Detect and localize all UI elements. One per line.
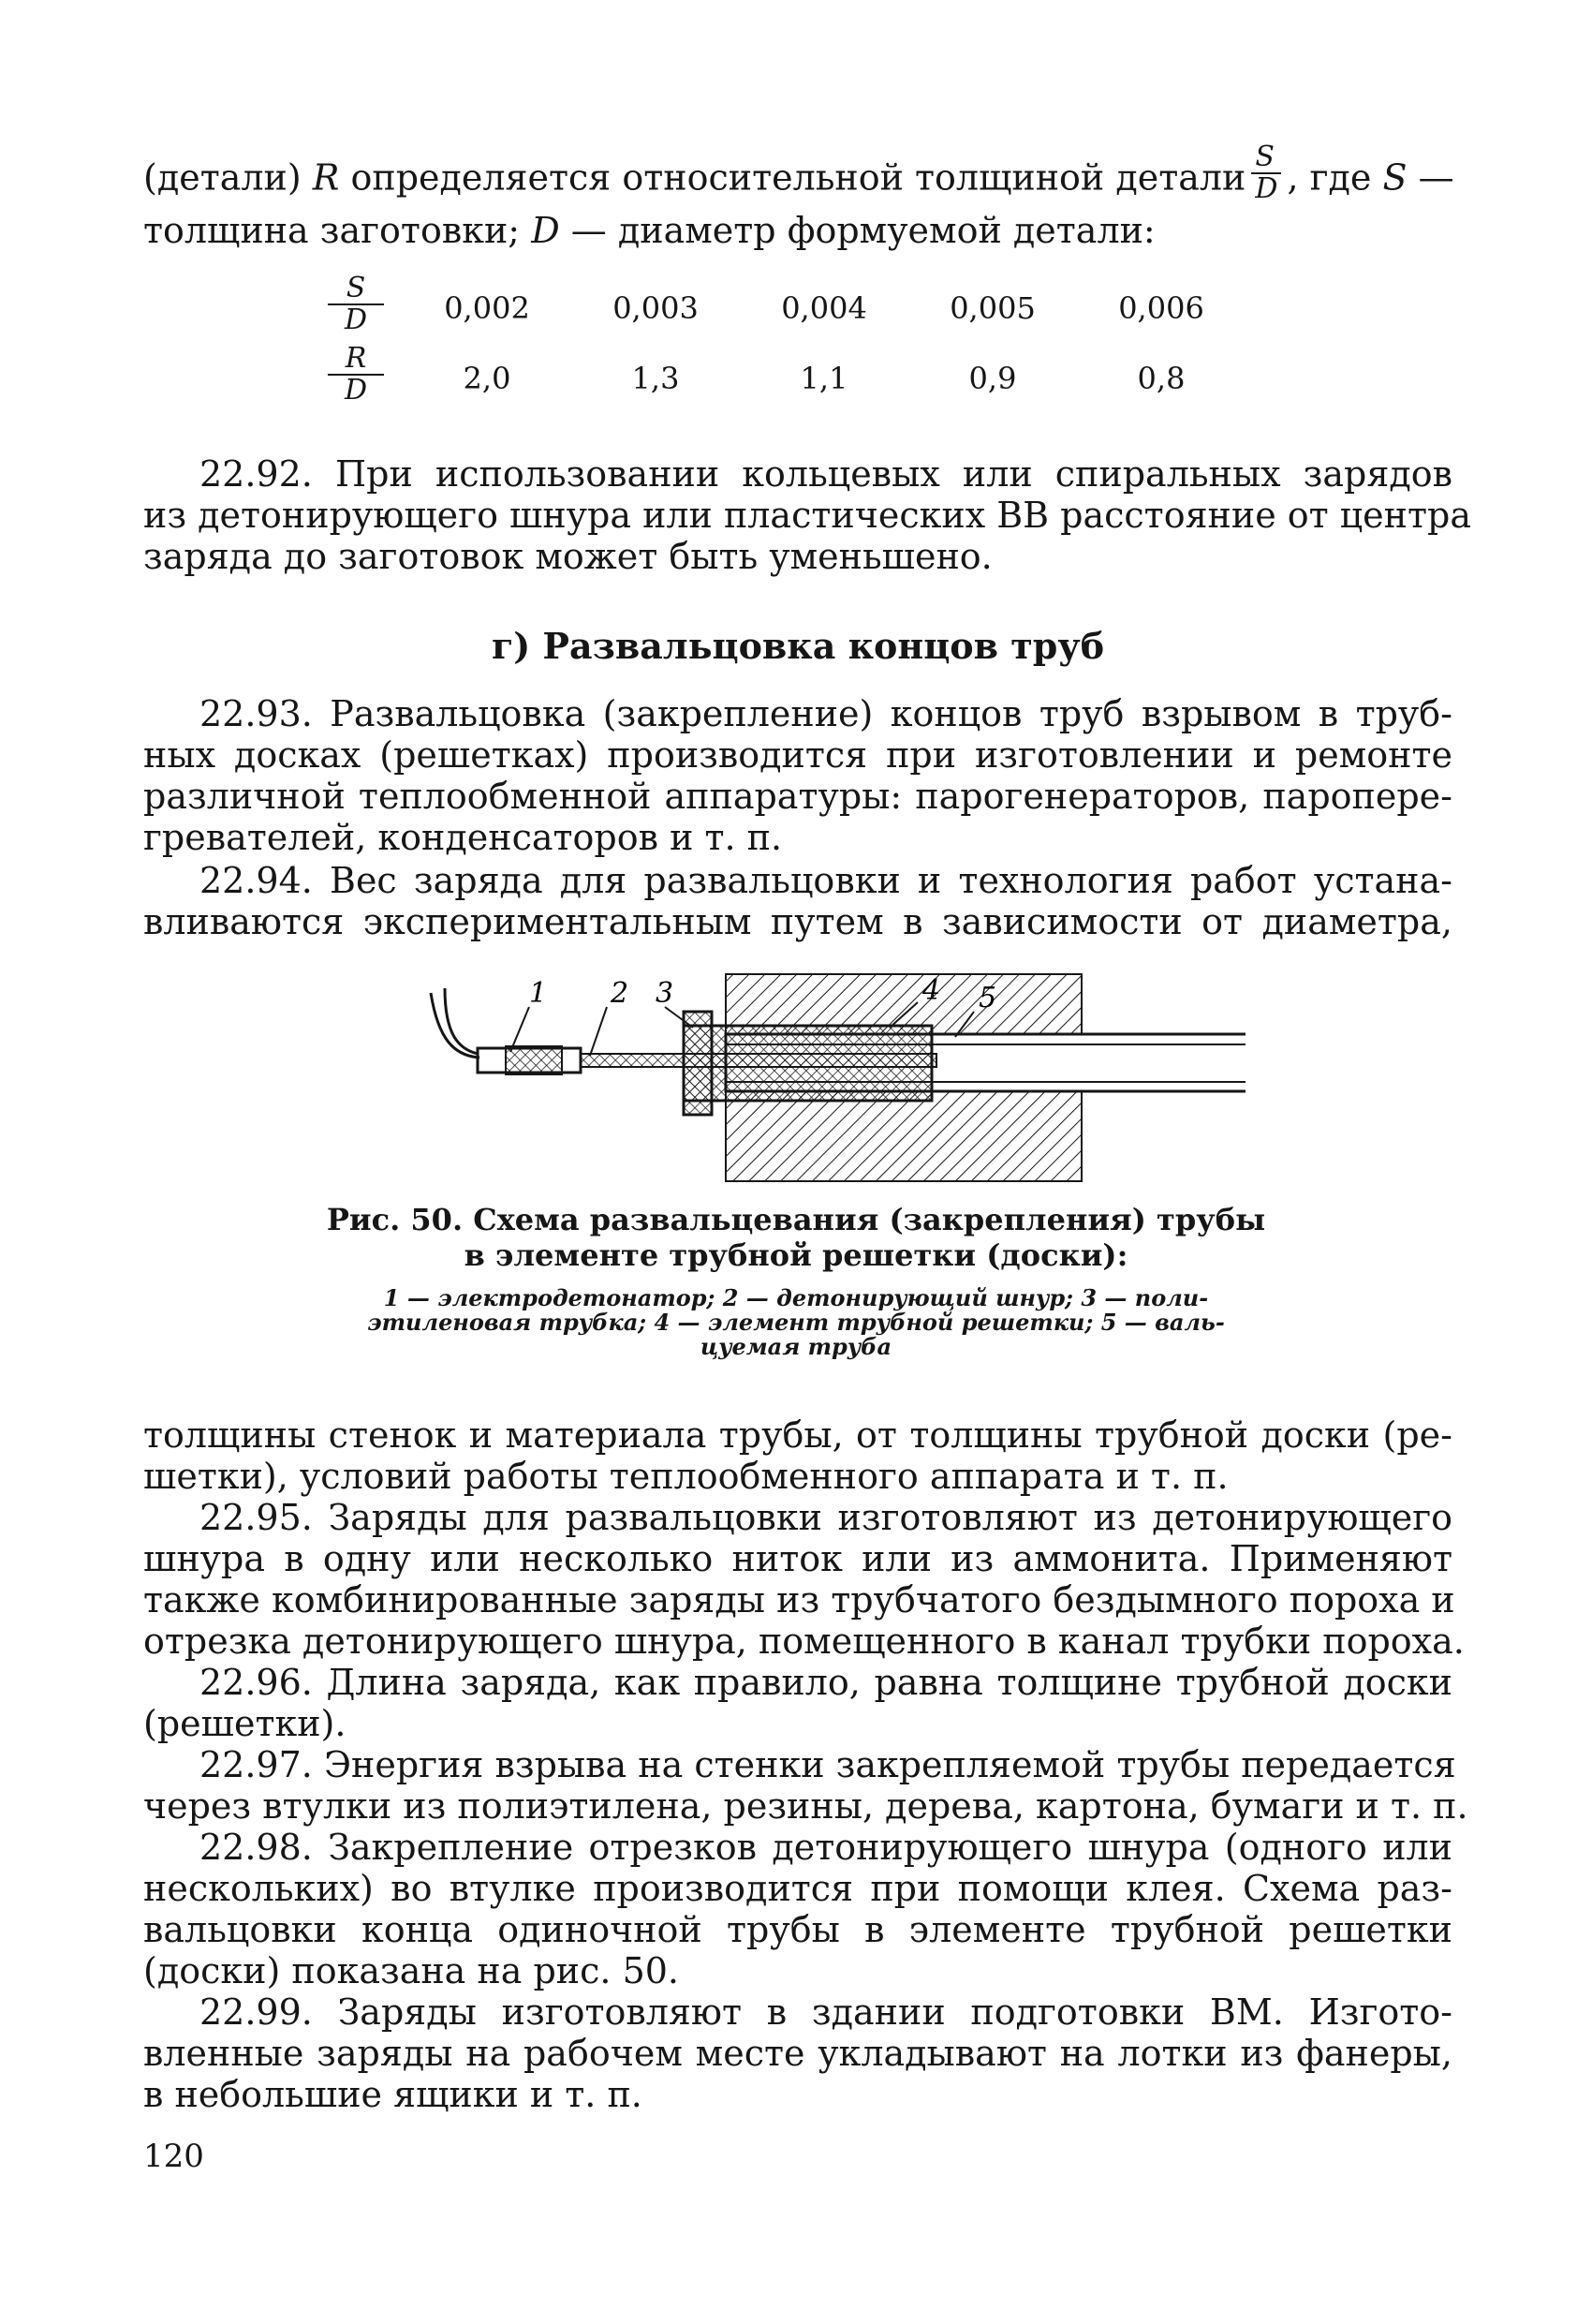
table-cell: 0,9 (968, 361, 1017, 396)
fraction-s-over-d: $\frac{S}{D}$ (1251, 142, 1281, 204)
row-label-s-over-d: S D (328, 274, 384, 335)
figure-caption: Рис. 50. Схема развальцевания (закрепления) трубы в элементе трубной решетки (доски): (326, 1202, 1266, 1273)
text-line: толщины стенок и материала трубы, от толщины трубной доски (ре- (143, 1414, 1452, 1456)
text-line: 22.92. При использовании кольцевых или спиральных зарядов (199, 453, 1452, 495)
table-cell: 2,0 (463, 361, 511, 396)
text-line: отрезка детонирующего шнура, помещенного в канал трубки пороха. (143, 1621, 1465, 1662)
table-row (328, 344, 1264, 409)
text-line: шнура в одну или несколько ниток или из аммонита. Применяют (143, 1538, 1452, 1579)
text-fragment: — (1418, 156, 1454, 199)
table-cell: 1,3 (631, 361, 680, 396)
figure-label-5: 5 (979, 982, 997, 1014)
variable-d: D (531, 210, 560, 251)
tube-expansion-diagram (356, 970, 1246, 1194)
table-cell: 0,006 (1118, 290, 1204, 326)
text-line: вальцовки конца одиночной трубы в элементе трубной решетки (143, 1909, 1452, 1950)
table-cell: 0,8 (1137, 361, 1186, 396)
table-cell: 0,005 (950, 290, 1036, 326)
table-row (328, 274, 1264, 339)
text-line: 22.97. Энергия взрыва на стенки закрепляемой трубы передается (199, 1744, 1456, 1785)
text-line: 22.94. Вес заряда для развальцовки и технология работ устана- (199, 860, 1452, 901)
text-line: нескольких) во втулке производится при помощи клея. Схема раз- (143, 1868, 1452, 1909)
text-line: гревателей, конденсаторов и т. п. (143, 817, 783, 858)
text-line: различной теплообменной аппаратуры: парогенераторов, паропере- (143, 776, 1452, 817)
figure-label-4: 4 (922, 974, 941, 1007)
table-cell: 0,003 (612, 290, 699, 326)
figure-label-1: 1 (529, 977, 548, 1010)
text-line: 22.99. Заряды изготовляют в здании подготовки ВМ. Изгото- (199, 1991, 1452, 2033)
text-fragment: толщина заготовки; (143, 210, 521, 251)
text-line: 22.98. Закрепление отрезков детонирующего шнура (одного или (199, 1827, 1452, 1868)
text-line: шетки), условий работы теплообменного аппарата и т. п. (143, 1456, 1229, 1497)
text-line: также комбинированные заряды из трубчатого бездымного пороха и (143, 1579, 1455, 1621)
table-cell: 0,004 (781, 290, 867, 326)
table-cell: 0,002 (444, 290, 530, 326)
text-line: ных досках (решетках) производится при изготовлении и ремонте (143, 734, 1452, 776)
electric-detonator (478, 1046, 581, 1074)
text-line: из детонирующего шнура или пластических ВВ расстояние от центра (143, 495, 1472, 536)
variable-s: S (1382, 156, 1408, 199)
text-fragment: — диаметр формуемой детали: (570, 210, 1156, 251)
text-line: вленные заряды на рабочем месте укладывают на лотки из фанеры, (143, 2033, 1452, 2074)
row-label-r-over-d: R D (328, 344, 384, 406)
text-line: (решетки). (143, 1703, 346, 1744)
text-line: в небольшие ящики и т. п. (143, 2074, 642, 2115)
text-fragment: определяется относительной толщиной детали (350, 156, 1246, 199)
text-line: вливаются экспериментальным путем в зависимости от диаметра, (143, 901, 1452, 942)
text-line: 22.96. Длина заряда, как правило, равна толщине трубной доски (199, 1662, 1452, 1703)
text-fragment: (детали) (143, 156, 302, 199)
text-line: заряда до заготовок может быть уменьшено. (143, 536, 993, 577)
page-number: 120 (143, 2138, 204, 2175)
section-heading: г) Развальцовка концов труб (491, 625, 1105, 667)
table-cell: 1,1 (800, 361, 848, 396)
figure-label-3: 3 (656, 977, 674, 1010)
variable-r: R (312, 156, 340, 199)
figure-legend: 1 — электродетонатор; 2 — детонирующий шнур; 3 — поли- этиленовая трубка; 4 — элемент трубной решетки; 5 — валь- цуемая труба (367, 1284, 1225, 1360)
detonator-wires (431, 988, 479, 1058)
text-line (143, 141, 1454, 212)
figure-label-2: 2 (611, 977, 629, 1010)
text-line: через втулки из полиэтилена, резины, дерева, картона, бумаги и т. п. (143, 1785, 1468, 1827)
text-line: (доски) показана на рис. 50. (143, 1950, 680, 1991)
detonating-cord (543, 1054, 936, 1067)
text-line: 22.93. Развальцовка (закрепление) концов труб взрывом в труб- (199, 693, 1452, 734)
text-line: 22.95. Заряды для развальцовки изготовляют из детонирующего (199, 1497, 1452, 1538)
text-line (143, 210, 1452, 251)
text-fragment: , где (1287, 156, 1372, 199)
